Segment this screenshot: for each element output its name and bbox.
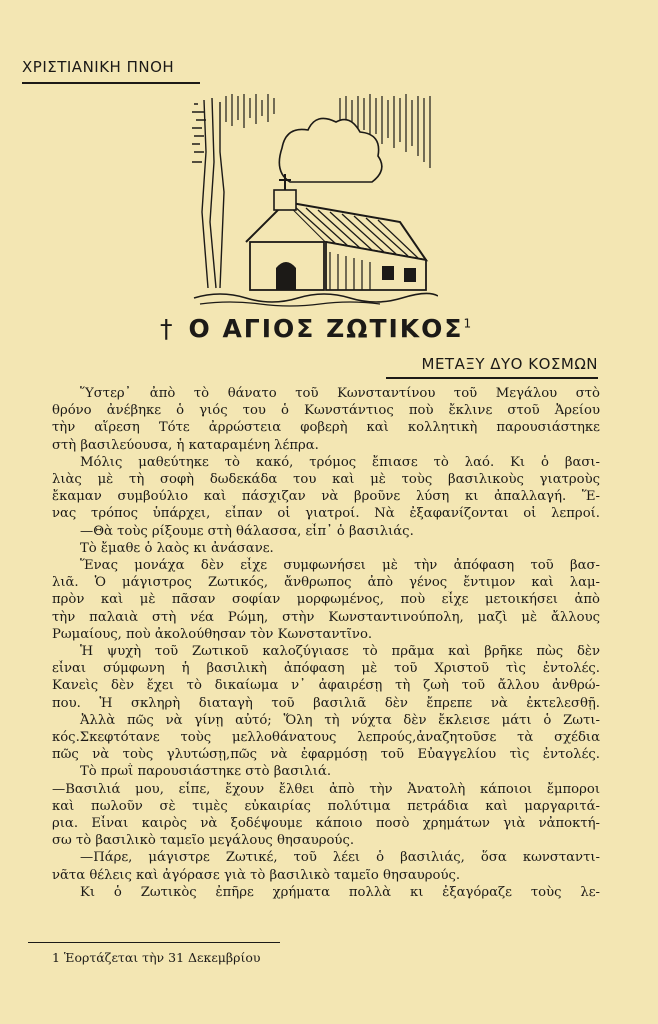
text-line: λιᾶ. Ὁ μάγιστρος Ζωτικός, ἄνθρωπος ἀπὸ γένος ἔντιμον καὶ λαμ- bbox=[52, 575, 600, 591]
text-line: Κι ὁ Ζωτικὸς ἐπῆρε χρήματα πολλὰ κι ἐξαγόραζε τοὺς λε- bbox=[80, 884, 600, 900]
text-line: νας τρόπος ὑπάρχει, εἶπαν οἱ γιατροί. Νὰ ἐξαφανίζονται οἱ λεπροί. bbox=[52, 506, 600, 522]
text-line: σω τὸ βασιλικὸ ταμεῖο μεγάλους θησαυρούς. bbox=[52, 833, 355, 849]
text-line: Ἡ ψυχὴ τοῦ Ζωτικοῦ καλοζύγιασε τὸ πρᾶμα καὶ βρῆκε πὼς δὲν bbox=[80, 644, 600, 660]
text-line: ἔκαμαν συμβούλιο καὶ πάσχιζαν νὰ βροῦνε λύση κι ἀπαλλαγή. Ἕ- bbox=[52, 489, 600, 505]
text-line: Ἕνας μονάχα δὲν εἶχε συμφωνήσει μὲ τὴν ἀπόφαση τοῦ βασ- bbox=[80, 558, 600, 574]
text-line: τὴν παλαιὰ στὴ νέα Ρώμη, στὴν Κωνσταντινούπολη, μαζὶ μὲ ἄλλους bbox=[52, 609, 600, 625]
text-line: στὴ βασιλεύουσα, ἡ καταραμένη λέπρα. bbox=[52, 437, 319, 453]
text-line: —Θὰ τοὺς ρίξουμε στὴ θάλασσα, εἶπ᾽ ὁ βασιλιάς. bbox=[80, 523, 414, 539]
text-line: καὶ πωλοῦν σὲ τιμὲς εὐκαιρίας πολύτιμα πετράδια καὶ μαργαριτά- bbox=[52, 798, 600, 814]
text-line: Ὕστερ᾽ ἀπὸ τὸ θάνατο τοῦ Κωνσταντίνου τοῦ Μεγάλου στὸ bbox=[80, 386, 600, 401]
footnote: 1 Ἑορτάζεται τὴν 31 Δεκεμβρίου bbox=[52, 950, 261, 965]
text-line: Τὸ ἔμαθε ὁ λαὸς κι ἀνάσανε. bbox=[80, 540, 274, 556]
church-illustration bbox=[190, 92, 438, 310]
text-line: λιὰς μὲ τὴ σοφὴ δωδεκάδα του καὶ μὲ τοὺς βασιλικοὺς γιατροὺς bbox=[52, 472, 600, 488]
subtitle-underline bbox=[386, 377, 598, 379]
text-line: Μόλις μαθεύτηκε τὸ κακό, τρόμος ἔπιασε τὸ λαό. Κι ὁ βασι- bbox=[80, 454, 600, 470]
header-underline bbox=[22, 82, 200, 84]
footnote-marker: 1 bbox=[463, 316, 474, 331]
article-subtitle: ΜΕΤΑΞΥ ΔΥΟ ΚΟΣΜΩΝ bbox=[421, 355, 598, 373]
text-line: —Πάρε, μάγιστρε Ζωτικέ, τοῦ λέει ὁ βασιλιάς, ὅσα κωνσταντι- bbox=[80, 850, 600, 866]
cross-icon: † bbox=[160, 314, 175, 343]
text-line: θρόνο ἀνέβηκε ὁ γιός του ὁ Κωνστάντιος ποὺ ἔκλινε στοῦ Ἀρείου bbox=[52, 403, 600, 419]
text-line: ρια. Εἶναι καιρὸς νὰ ξοδέψουμε κάποιο ποσὸ χρημάτων γιὰ νἀποκτή- bbox=[52, 816, 600, 832]
text-line: που. Ἡ σκληρὴ διαταγὴ τοῦ βασιλιᾶ δὲν ἔπρεπε νὰ ἐκτελεσθῇ. bbox=[52, 695, 600, 711]
text-line: Τὸ πρωῒ παρουσιάστηκε στὸ βασιλιά. bbox=[80, 764, 332, 780]
text-line: Κανεὶς δὲν ἔχει τὸ δικαίωμα ν᾽ ἀφαιρέσῃ τὴ ζωὴ τοῦ ἄλλου ἀνθρώ- bbox=[52, 678, 600, 694]
text-line: νᾶτα θέλεις καὶ ἀγόρασε γιὰ τὸ βασιλικὸ ταμεῖο θησαυρούς. bbox=[52, 867, 461, 883]
title-text: Ο ΑΓΙΟΣ ΖΩΤΙΚΟΣ bbox=[188, 314, 464, 343]
article-title bbox=[160, 314, 500, 343]
text-line: κός.Σκεφτότανε τοὺς μελλοθάνατους λεπρούς,ἀναζητοῦσε τὰ σχέδια bbox=[52, 730, 600, 746]
text-line: πῶς νὰ τοὺς γλυτώσῃ,πῶς νὰ ἐφαρμόσῃ τοῦ Εὐαγγελίου τὶς ἐντολές. bbox=[52, 747, 600, 763]
text-line: πρὸν καὶ μὲ πᾶσαν σοφίαν μορφωμένος, ποὺ εἶχε μετοικήσει ἀπὸ bbox=[52, 592, 600, 608]
running-header: ΧΡΙΣΤΙΑΝΙΚΗ ΠΝΟΗ bbox=[22, 58, 175, 76]
footnote-divider bbox=[28, 942, 280, 943]
text-line: εἶναι σύμφωνη ἡ βασιλικὴ ἀπόφαση μὲ τοῦ Χριστοῦ τὶς ἐντολές. bbox=[52, 661, 600, 677]
article-body bbox=[52, 385, 600, 901]
text-line: Ρωμαίους, ποὺ ἀκολούθησαν τὸν Κωνσταντῖνο. bbox=[52, 626, 373, 642]
text-line: —Βασιλιά μου, εἶπε, ἔχουν ἔλθει ἀπὸ τὴν Ἀνατολὴ κάποιοι ἔμποροι bbox=[52, 781, 600, 797]
text-line: τὴν αἵρεση Τότε ἀρρώστεια φοβερὴ καὶ κολλητικὴ παρουσιάστηκε bbox=[52, 420, 600, 436]
text-line: Ἀλλὰ πῶς νὰ γίνῃ αὐτό; Ὅλη τὴ νύχτα δὲν ἔκλεισε μάτι ὁ Ζωτι- bbox=[80, 712, 600, 728]
